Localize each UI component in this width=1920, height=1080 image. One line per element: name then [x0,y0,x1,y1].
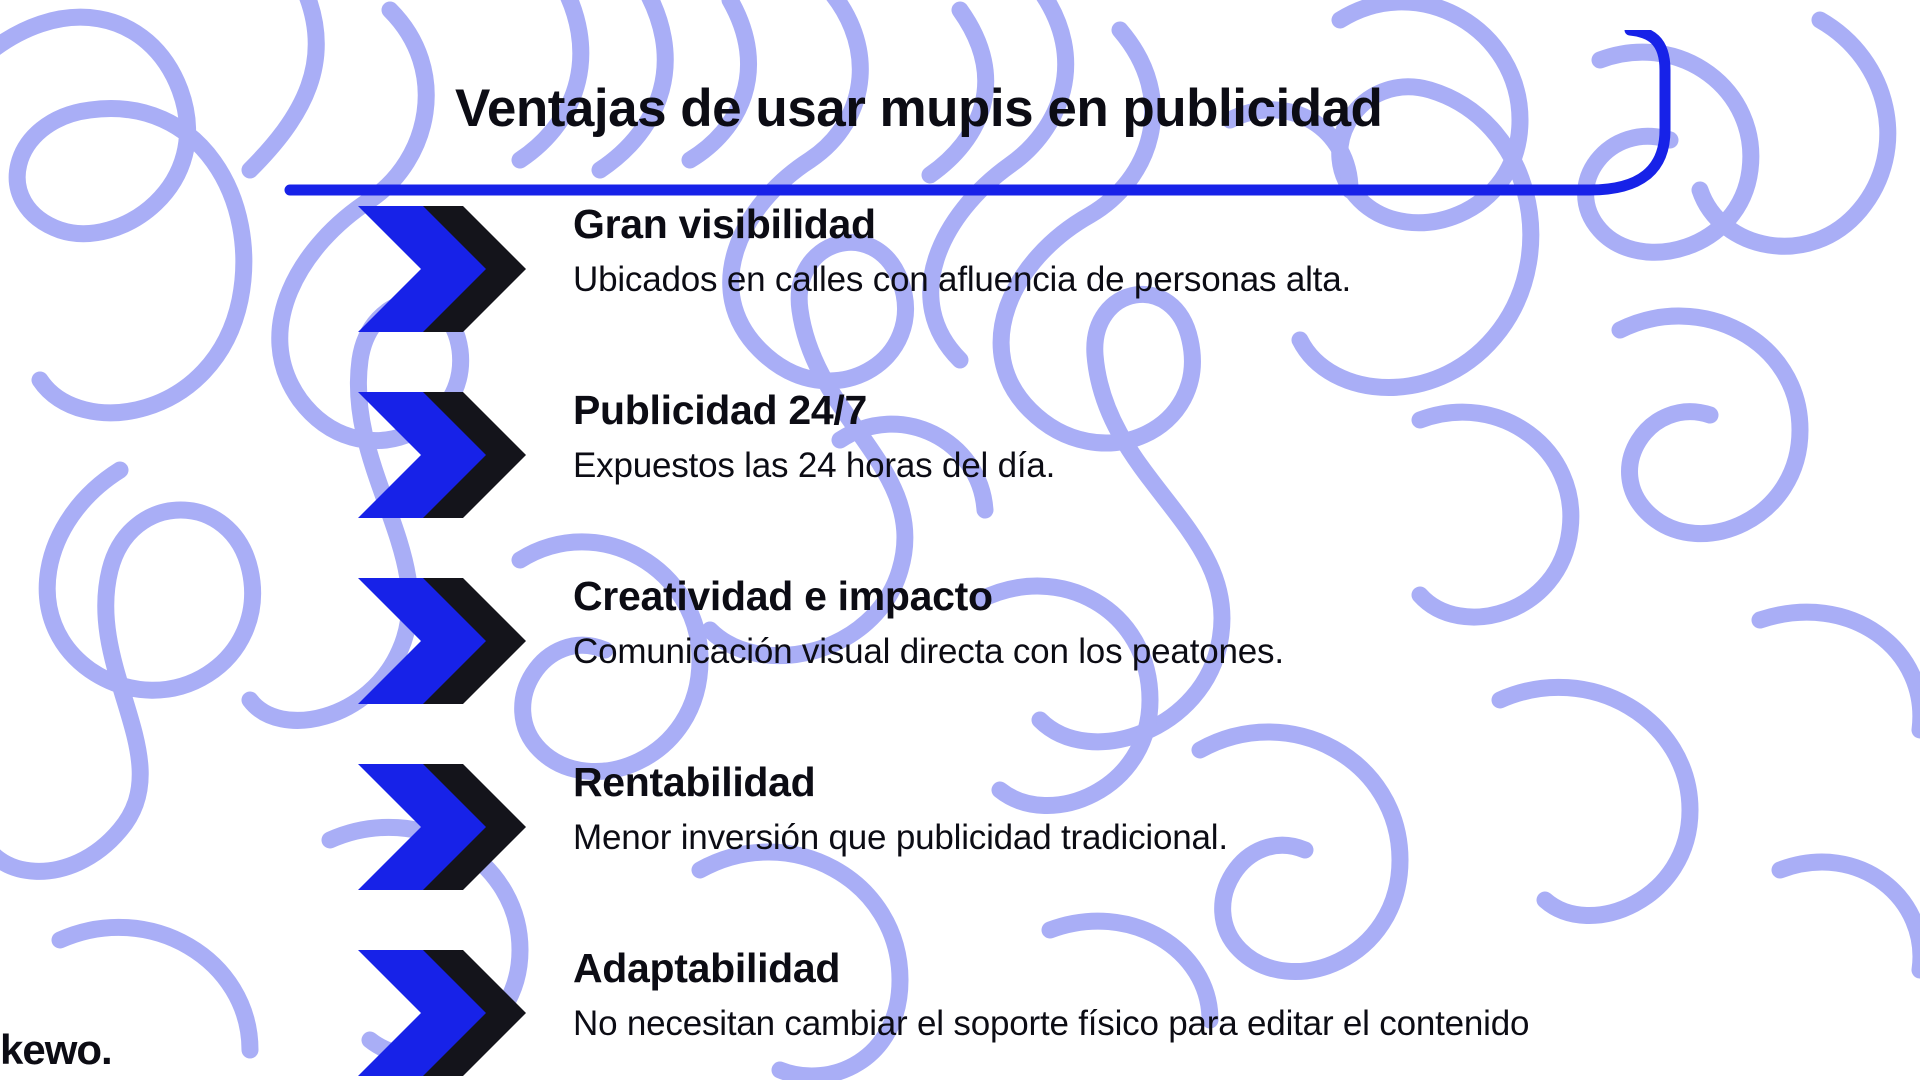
list-item-description: Comunicación visual directa con los peatones. [573,632,1284,671]
list-item-title: Rentabilidad [573,759,816,805]
list-item-text [573,386,1863,488]
list-item-text [573,944,1863,1046]
list-item [0,386,1920,572]
list-item-description: Menor inversión que publicidad tradicional. [573,818,1228,857]
list-item-description: Expuestos las 24 horas del día. [573,446,1056,485]
page-title: Ventajas de usar mupis en publicidad [455,79,1383,138]
brand-logo: kewo. [0,1026,112,1073]
list-item-title: Adaptabilidad [573,945,841,991]
list-item [0,572,1920,758]
list-item-description: Ubicados en calles con afluencia de personas alta. [573,260,1351,299]
list-item-text [573,200,1863,302]
double-chevron-right-icon [358,950,528,1076]
title-section [0,0,1920,210]
list-item-text [573,758,1863,860]
list-item-title: Gran visibilidad [573,201,876,247]
double-chevron-right-icon [358,578,528,704]
list-item-text [573,572,1863,674]
double-chevron-right-icon [358,392,528,518]
double-chevron-right-icon [358,764,528,890]
double-chevron-right-icon [358,206,528,332]
list-item [0,200,1920,386]
list-item [0,944,1920,1080]
list-item-title: Publicidad 24/7 [573,387,867,433]
benefits-list [0,200,1920,1080]
list-item-description: No necesitan cambiar el soporte físico para editar el contenido [573,1004,1530,1043]
list-item [0,758,1920,944]
list-item-title: Creatividad e impacto [573,573,993,619]
